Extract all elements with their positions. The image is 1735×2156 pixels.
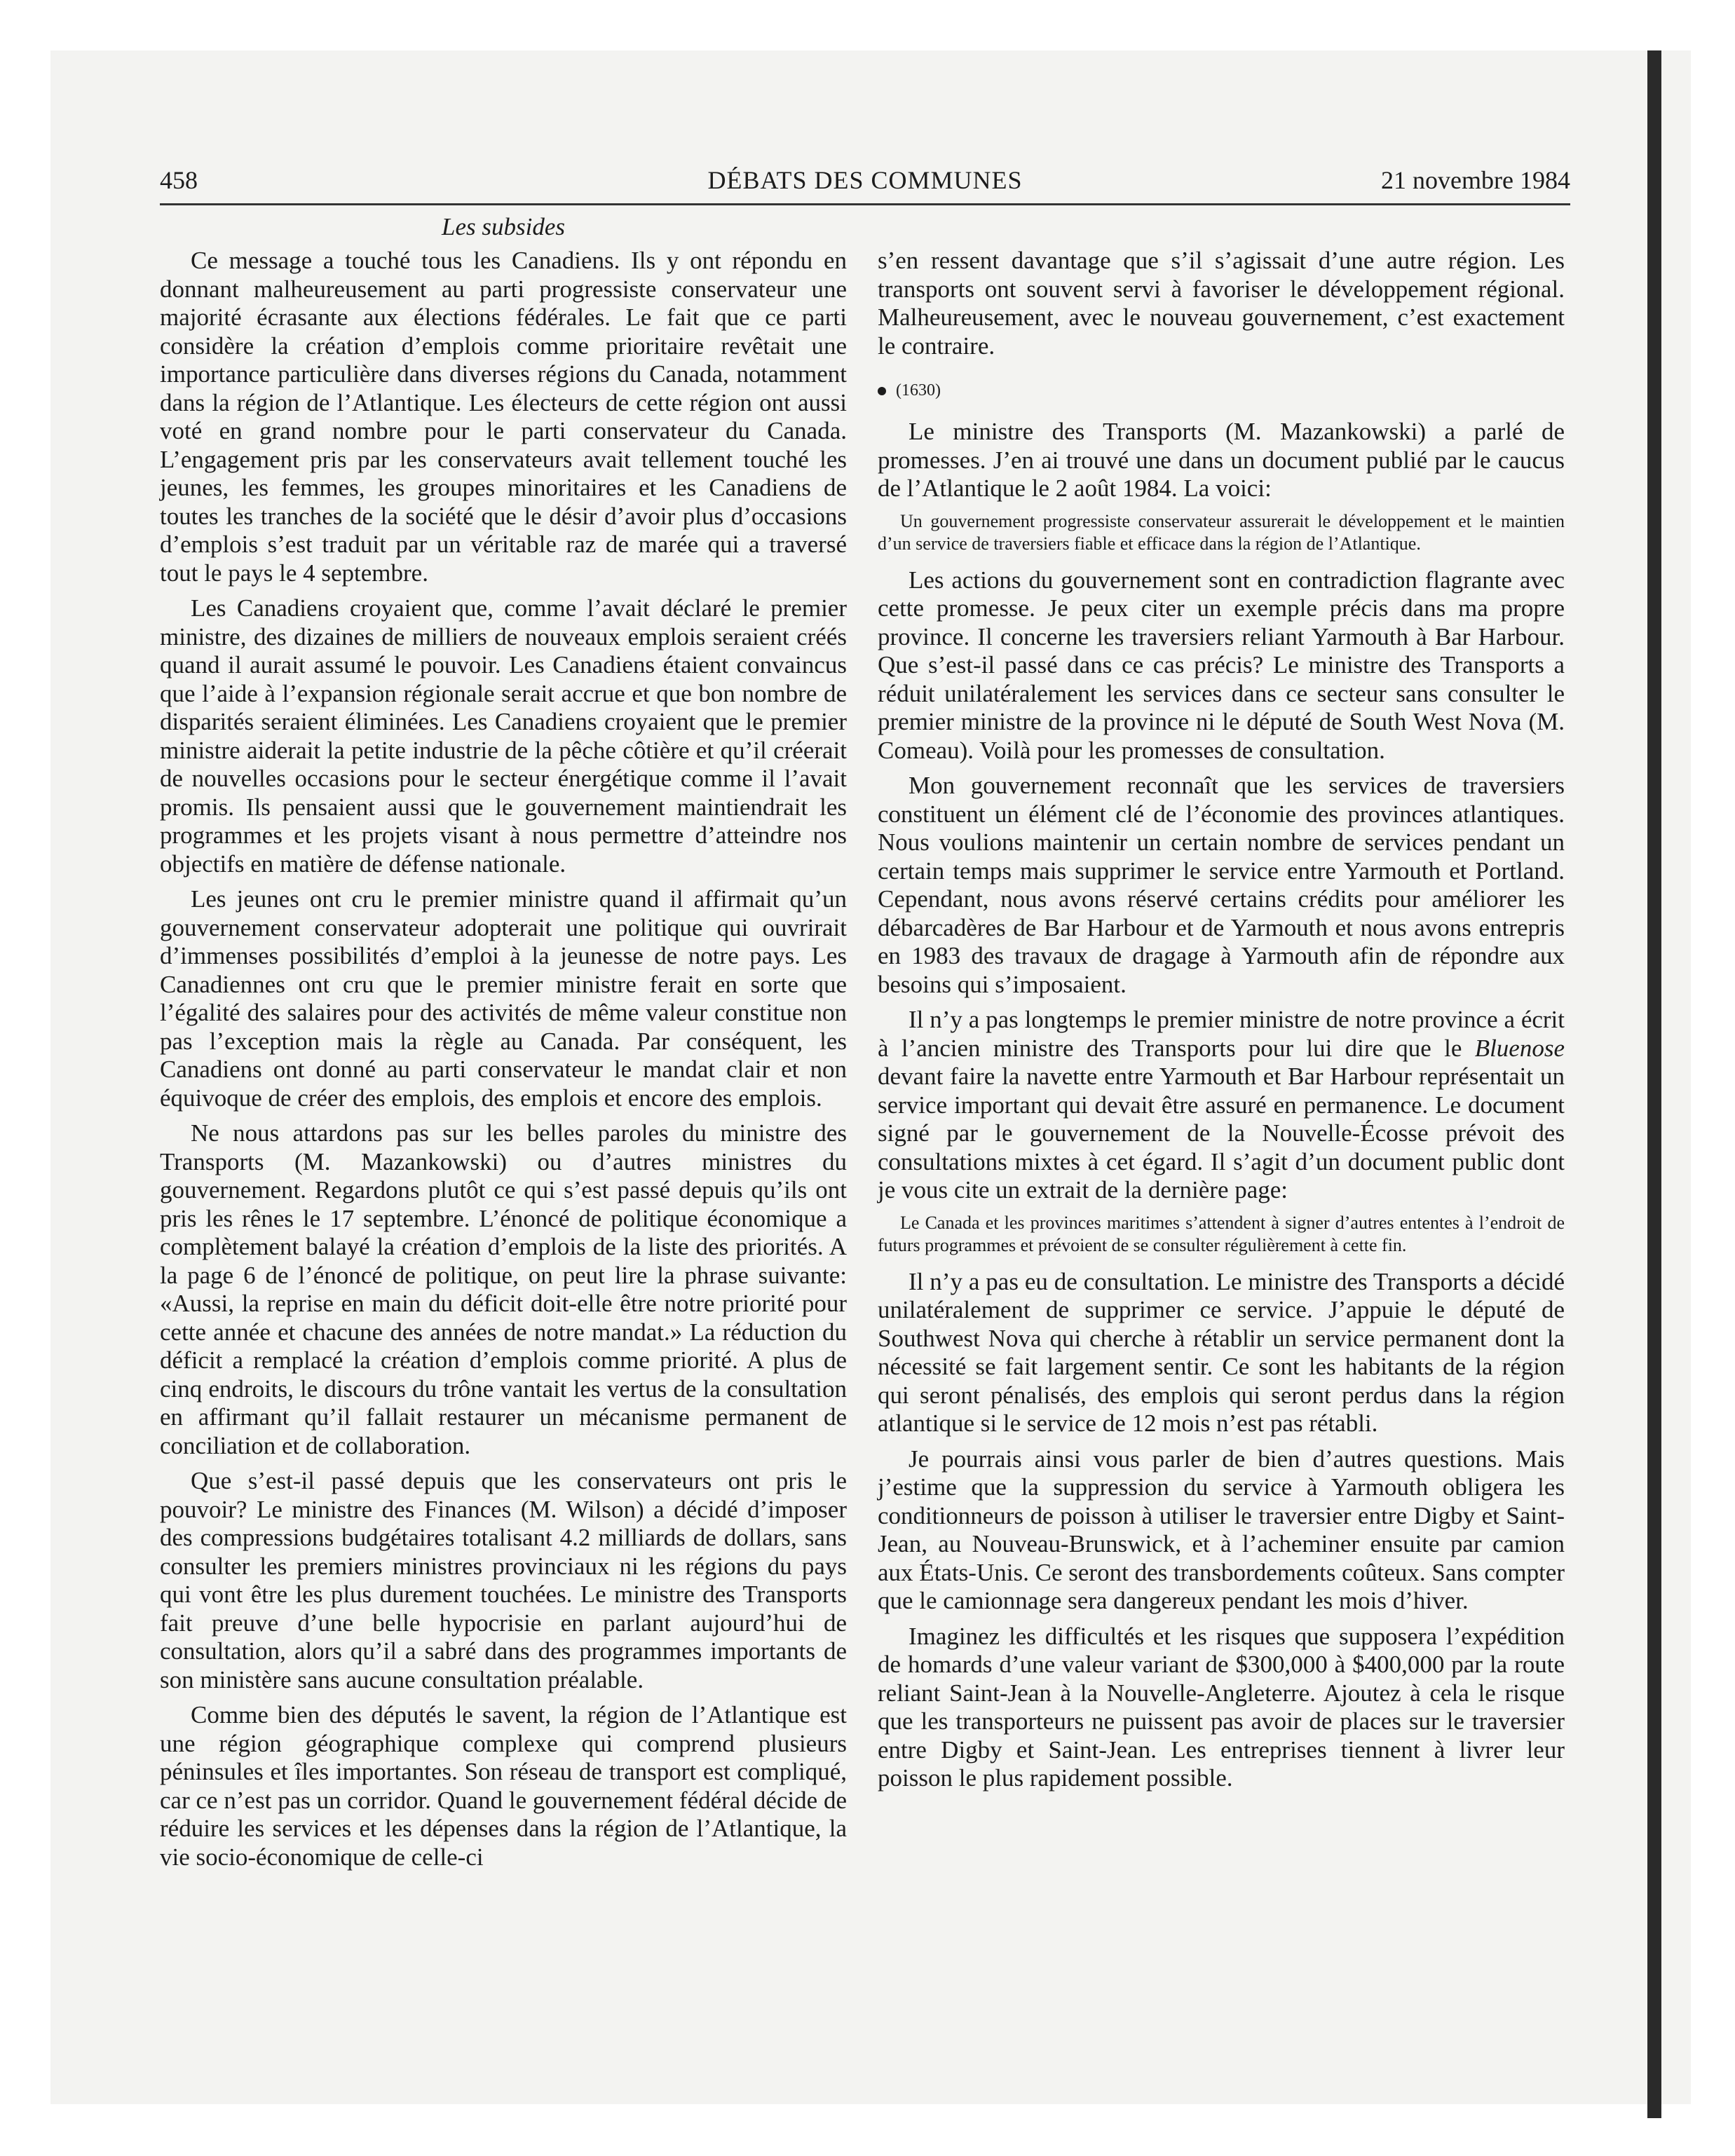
page-number: 458 bbox=[160, 166, 198, 194]
time-marker-text: (1630) bbox=[896, 381, 941, 400]
block-quote: Le Canada et les provinces maritimes s’attendent à signer d’autres ententes à l’endroit de futurs programmes et prévoient de se consulter régulièrement à cette fin. bbox=[878, 1212, 1565, 1255]
paragraph bbox=[878, 1006, 1565, 1205]
paragraph: Le ministre des Transports (M. Mazankowski) a parlé de promesses. J’en ai trouvé une dans un document publié par le caucus de l’Atlantique le 2 août 1984. La voici: bbox=[878, 418, 1565, 502]
paragraph: Mon gouvernement reconnaît que les services de traversiers constituent un élément clé de l’économie des provinces atlantiques. Nous voulions maintenir un certain nombre de services pendant un certain temps mais supprimer le service entre Yarmouth et Portland. Cependant, nous avons réservé certains crédits pour améliorer les débarcadères de Bar Harbour et de Yarmouth et nous avons entrepris en 1983 des travaux de dragage à Yarmouth afin de répondre aux besoins qui s’imposaient. bbox=[878, 772, 1565, 998]
left-column bbox=[160, 247, 847, 1878]
bullet-icon bbox=[878, 387, 886, 395]
page-header bbox=[160, 165, 1570, 200]
paragraph: Je pourrais ainsi vous parler de bien d’autres questions. Mais j’estime que la suppression du service à Yarmouth obligera les conditionneurs de poisson à utiliser le traversier entre Digby et Saint-Jean, au Nouveau-Brunswick, et à l’acheminer ensuite par camion aux États-Unis. Ce seront des transbordements coûteux. Sans compter que le camionnage sera dangereux pendant les mois d’hiver. bbox=[878, 1445, 1565, 1614]
paragraph: Ne nous attardons pas sur les belles paroles du ministre des Transports (M. Mazankowski) ou d’autres ministres du gouvernement. Regardons plutôt ce qui s’est passé depuis qu’ils ont pris les rênes le 17 septembre. L’énoncé de politique économique a complètement balayé la création d’emplois de la liste des priorités. A la page 6 de l’énoncé de politique, on peut lire la phrase suivante: «Aussi, la reprise en main du déficit doit-elle être notre priorité pour cette année et chacune des années de notre mandat.» La réduction du déficit a remplacé la création d’emplois comme priorité. A plus de cinq endroits, le discours du trône vantait les vertus de la consultation en affirmant qu’il fallait restaurer un mécanisme permanent de conciliation et de collaboration. bbox=[160, 1119, 847, 1459]
section-title: Les subsides bbox=[442, 213, 565, 240]
paragraph: Imaginez les difficultés et les risques que supposera l’expédition de homards d’une valeur variant de $300,000 à $400,000 par la route reliant Saint-Jean à la Nouvelle-Angleterre. Ajoutez à cela le risque que les transporteurs ne puissent pas avoir de places sur le traversier entre Digby et Saint-Jean. Les entreprises tiennent à livrer leur poisson le plus rapidement possible. bbox=[878, 1622, 1565, 1792]
paragraph: Ce message a touché tous les Canadiens. Ils y ont répondu en donnant malheureusement au parti progressiste conservateur une majorité écrasante aux élections fédérales. Le fait que ce parti considère la création d’emplois comme prioritaire revêtait une importance particulière dans diverses régions du Canada, notamment dans la région de l’Atlantique. Les électeurs de cette région ont aussi voté en grand nombre pour le parti conservateur du Canada. L’engagement pris par les conservateurs avait tellement touché les jeunes, les femmes, les groupes minoritaires et les Canadiens de toutes les tranches de la société que le désir d’avoir plus d’occasions d’emplois s’est traduit par un véritable raz de marée qui a traversé tout le pays le 4 septembre. bbox=[160, 247, 847, 587]
paragraph: Les actions du gouvernement sont en contradiction flagrante avec cette promesse. Je peux citer un exemple précis dans ma propre province. Il concerne les traversiers reliant Yarmouth à Bar Harbour. Que s’est-il passé dans ce cas précis? Le ministre des Transports a réduit unilatéralement les services dans ce secteur sans consulter le premier ministre de la province ni le député de South West Nova (M. Comeau). Voilà pour les promesses de consultation. bbox=[878, 566, 1565, 764]
paragraph: Les Canadiens croyaient que, comme l’avait déclaré le premier ministre, des dizaines de milliers de nouveaux emplois seraient créés quand il aurait assumé le pouvoir. Les Canadiens étaient convaincus que l’aide à l’expansion régionale serait accrue et que bon nombre de disparités seraient éliminées. Les Canadiens croyaient que le premier ministre aiderait la petite industrie de la pêche côtière et qu’il créerait de nouvelles occasions pour le secteur énergétique comme il l’avait promis. Ils pensaient aussi que le gouvernement maintiendrait les programmes et les projets visant à nous permettre d’atteindre nos objectifs en matière de défense nationale. bbox=[160, 594, 847, 878]
paragraph: Que s’est-il passé depuis que les conservateurs ont pris le pouvoir? Le ministre des Finances (M. Wilson) a décidé d’imposer des compressions budgétaires totalisant 4.2 milliards de dollars, sans consulter les premiers ministres provinciaux ni les régions du pays qui vont être les plus durement touchées. Le ministre des Transports fait preuve d’une belle hypocrisie en parlant aujourd’hui de consultation, alors qu’il a sabré dans des programmes importants de son ministère sans aucune consultation préalable. bbox=[160, 1467, 847, 1693]
paragraph: Il n’y a pas eu de consultation. Le ministre des Transports a décidé unilatéralement de supprimer ce service. J’appuie le député de Southwest Nova qui cherche à rétablir un service permanent dont la nécessité se fait largement sentir. Ce sont les habitants de la région qui seront pénalisés, des emplois qui seront perdus dans la région atlantique si le service de 12 mois n’est pas rétabli. bbox=[878, 1267, 1565, 1437]
paragraph-text: devant faire la navette entre Yarmouth et Bar Harbour représentait un service important qui devait être assuré en permanence. Le document signé par le gouvernement de la Nouvelle-Écosse prévoit des consultations mixtes à cet égard. Il s’agit d’un document public dont je vous cite un extrait de la dernière page: bbox=[878, 1063, 1565, 1203]
right-column bbox=[878, 247, 1565, 1800]
paragraph-continued: s’en ressent davantage que s’il s’agissait d’une autre région. Les transports ont souvent servi à favoriser le développement régional. Malheureusement, avec le nouveau gouvernement, c’est exactement le contraire. bbox=[878, 247, 1565, 360]
scan-edge-bar bbox=[1647, 50, 1661, 2118]
time-marker bbox=[878, 380, 1565, 401]
page-date: 21 novembre 1984 bbox=[1381, 166, 1570, 194]
publication-title: DÉBATS DES COMMUNES bbox=[707, 166, 1023, 194]
header-rule bbox=[160, 203, 1570, 205]
ship-name: Bluenose bbox=[1474, 1034, 1565, 1062]
block-quote: Un gouvernement progressiste conservateur assurerait le développement et le maintien d’un service de traversiers fiable et efficace dans la région de l’Atlantique. bbox=[878, 510, 1565, 554]
paragraph-text: Il n’y a pas longtemps le premier ministre de notre province a écrit à l’ancien ministre des Transports pour lui dire que le bbox=[878, 1006, 1565, 1062]
paragraph: Comme bien des députés le savent, la région de l’Atlantique est une région géographique complexe qui comprend plusieurs péninsules et îles importantes. Son réseau de transport est compliqué, car ce n’est pas un corridor. Quand le gouvernement fédéral décide de réduire les services et les dépenses dans la région de l’Atlantique, la vie socio-économique de celle-ci bbox=[160, 1701, 847, 1871]
paragraph: Les jeunes ont cru le premier ministre quand il affirmait qu’un gouvernement conservateur adopterait une politique qui ouvrirait d’immenses possibilités d’emploi à la jeunesse de notre pays. Les Canadiennes ont cru que le premier ministre ferait en sorte que l’égalité des salaires pour des activités de même valeur constitue non pas l’exception mais la règle au Canada. Par conséquent, les Canadiens ont donné au parti conservateur le mandat clair et non équivoque de créer des emplois, des emplois et encore des emplois. bbox=[160, 885, 847, 1112]
